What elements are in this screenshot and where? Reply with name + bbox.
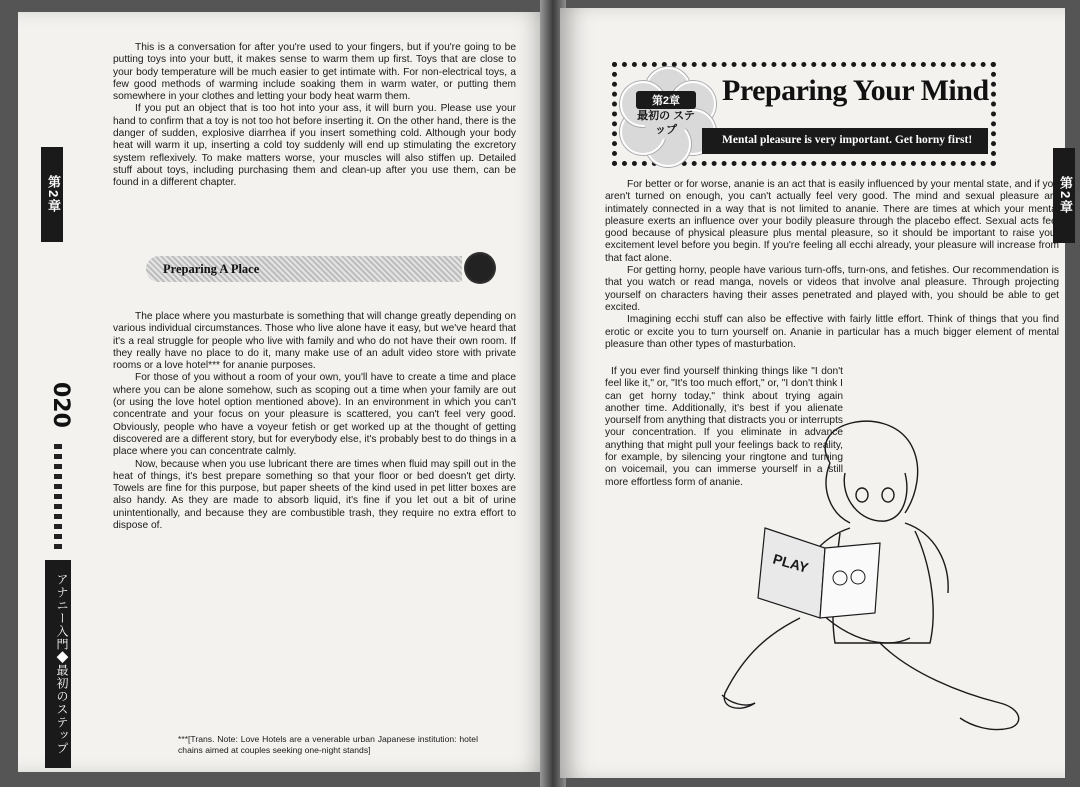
paragraph: This is a conversation for after you're used to your fingers, but if you're going to be putting toys into your butt, it makes sense to warm them up first. Toys that are close to your body temperature will be much easier to get intimate with. For non-electrical toys, a few good methods of warming include soaking them in warm water, or putting them somewhere in your clothes and letting your body heat warm them. <box>113 42 516 103</box>
right-page <box>560 8 1073 778</box>
chapter-tab-right: 第2章 <box>1053 148 1075 243</box>
heading-circle-ornament <box>464 252 496 284</box>
face-outline <box>844 473 907 521</box>
right-foot <box>960 718 1010 730</box>
paragraph: Imagining ecchi stuff can also be effective with fairly little effort. Think of things that you find erotic or excite you to turn yourself on. Ananie in particular has a much bigger element of mental pleasure than other types of masturbation. <box>605 314 1059 350</box>
chapter-header <box>612 62 1000 170</box>
section-heading-text: Preparing A Place <box>163 262 260 276</box>
right-eye <box>882 488 894 502</box>
paragraph: If you put an object that is too hot into your ass, it will burn you. Please use your hand to confirm that a toy is not too hot before inserting it. On the other hand, there is the danger of sudden, explosive diarrhea if you insert something cold. Although your body heat will warm it up, inserting a cold toy suddenly will end up stimulating the excretory system reflexively. To make matters worse, your muscles will also stiffen up. Detailed stuff about toys, including purchasing them and clean-up after you use them, can be found in a different chapter. <box>113 103 516 189</box>
chapter-title: Preparing Your Mind <box>722 74 989 107</box>
left-text-block-bottom <box>113 311 516 532</box>
chapter-subtitle: Mental pleasure is very important. Get horny first! <box>722 134 973 146</box>
paragraph: The place where you masturbate is something that will change greatly depending on various individual circumstances. Those who live alone have it easy, but we've heard that it's a real struggle for people who live with family and who do not have their own room. If they really have no place to do it, many make use of an adult video store with private rooms or a love hotel*** for ananie purposes. <box>113 311 516 372</box>
right-arm <box>905 523 948 593</box>
chapter-subtitle-jp: 最初の ステップ <box>637 110 695 136</box>
running-title: アナニー入門◆最初のステップ <box>45 560 71 768</box>
left-page-sidebar <box>45 382 73 772</box>
right-text-block-full <box>605 179 1059 351</box>
flower-badge-icon <box>618 67 714 163</box>
paragraph: Now, because when you use lubricant there are times when fluid may spill out in the heat of things, it's best prepare something so that your floor or bed doesn't get dirty. Towels are fine for this purpose, but paper sheets of the kind used in pet litter boxes are also handy. As they are made to absorb liquid, it's fine if you let out a bit of urine unintentionally, and because they are combustible trash, they require no extra effort to dispose of. <box>113 458 516 532</box>
hair-outline <box>825 421 917 513</box>
book-cover-text: PLAY <box>771 550 811 576</box>
left-text-block-top <box>113 42 516 190</box>
chapter-label: 第2章 <box>636 91 696 109</box>
paragraph: If you ever find yourself thinking things like "I don't feel like it," or, "It's too much effort," or, "I don't think I can get horny today," think about trying again another time. Additionally, it's best if you alienate yourself from anything that distracts you or interrupts your concentration. If you eliminate in advance anything that might pull your feelings back to reality, for example, by silencing your ringtone and turning on voicemail, you can immerse yourself in a still more effortless form of ananie. <box>605 366 843 488</box>
left-eye <box>856 488 868 502</box>
left-leg <box>724 618 800 708</box>
chapter-tab-left: 第2章 <box>41 147 63 242</box>
section-heading-preparing-place <box>146 252 491 286</box>
manga-book-icon <box>758 528 880 618</box>
left-page <box>18 12 548 772</box>
dotted-rule <box>54 444 62 554</box>
footnote: ***[Trans. Note: Love Hotels are a venerable urban Japanese institution: hotel chains aimed at couples seeking one-night stands] <box>178 734 478 755</box>
paragraph: For those of you without a room of your own, you'll have to create a time and place where you can be alone somehow, such as scoping out a time when your family are out (or using the love hotel option mentioned above). In an environment in which you can't concentrate and your focus on your pleasure is scattered, you can't feel very good. Obviously, people who have a voyeur fetish or get worked up at the thought of getting discovered are a different story, but for everybody else, it's probably best to do things in a place where you can concentrate calmly. <box>113 372 516 458</box>
paragraph: For getting horny, people have various turn-offs, turn-ons, and fetishes. Our recommendation is that you watch or read manga, novels or videos that involve anal pleasure. Through projecting yourself on characters having their asses penetrated and played with, you should be able to get excited. <box>605 265 1059 313</box>
paragraph: For better or for worse, ananie is an act that is easily influenced by your mental state, and if you aren't turned on enough, you can't actually feel very good. The mind and sexual pleasure are intimately connected in a way that is not limited to ananie. There are times at which your mental pleasure exerts an influence over your bodily pleasure through the placebo effect. Sexual acts feel good because of physical pleasure plus mental pleasure, so it should be important to raise your excitement level before you begin. If you're feeling all ecchi already, your pleasure will increase from that fact alone. <box>605 179 1059 264</box>
right-leg <box>880 643 1019 728</box>
page-number: 020 <box>48 382 73 428</box>
manga-reader-illustration <box>710 403 1040 758</box>
